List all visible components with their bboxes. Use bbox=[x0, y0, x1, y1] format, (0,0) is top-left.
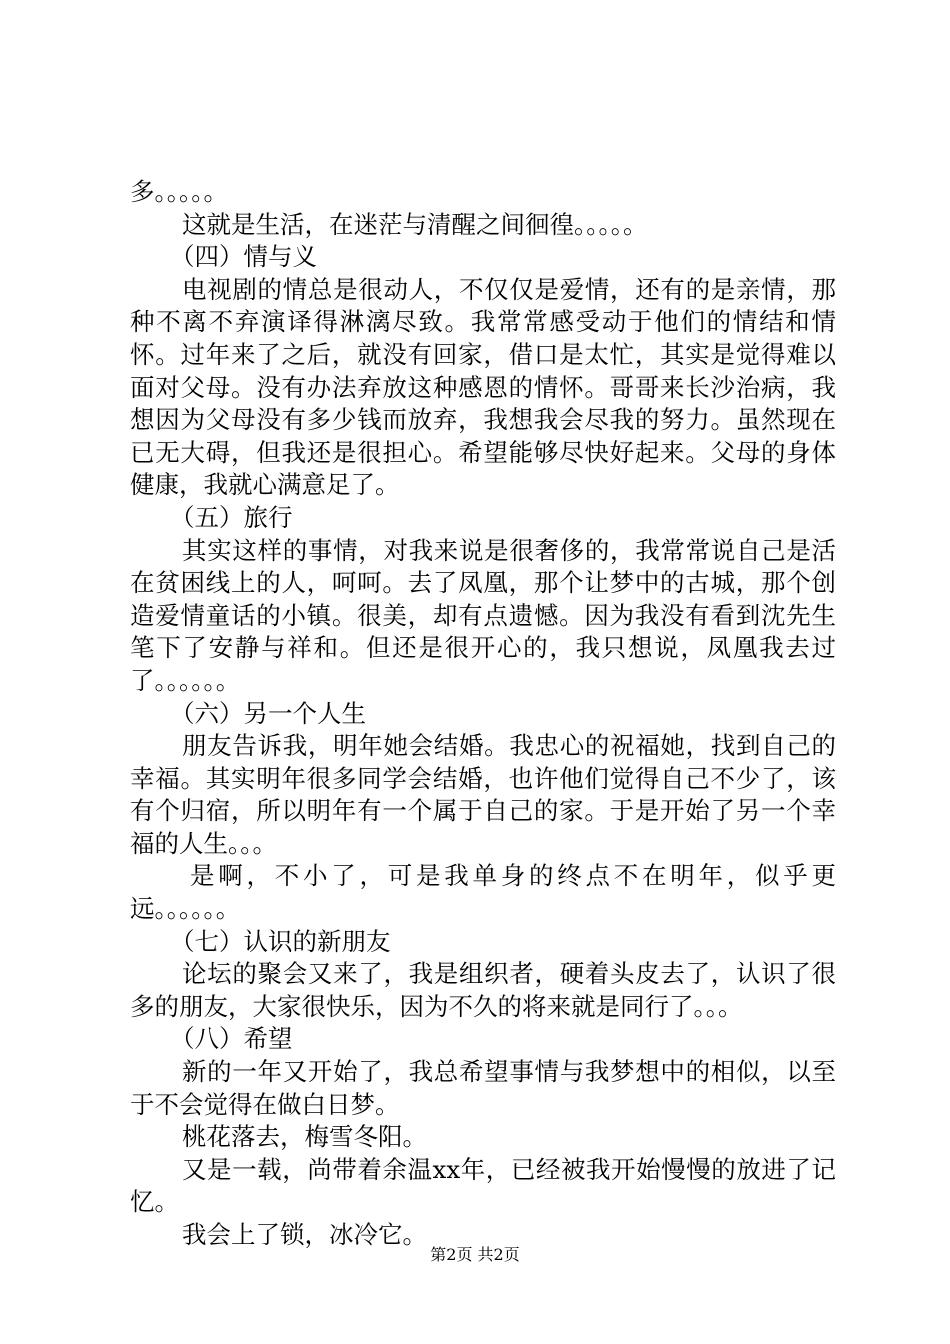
document-body bbox=[130, 176, 836, 1252]
section-heading-8: （八）希望 bbox=[170, 1024, 293, 1054]
paragraph-single: 是啊，不小了，可是我单身的终点不在明年，似乎更远。。。。。。 bbox=[130, 861, 836, 924]
section-heading-5: （五）旅行 bbox=[170, 502, 293, 532]
section-heading-7: （七）认识的新朋友 bbox=[170, 926, 391, 956]
paragraph-friend-wedding: 朋友告诉我，明年她会结婚。我忠心的祝福她，找到自己的幸福。其实明年很多同学会结婚，也许他们觉得自己不少了，该有个归宿，所以明年有一个属于自己的家。于是开始了另一个幸福的人生。。。 bbox=[130, 731, 836, 858]
page-number-footer: 第2页 共2页 bbox=[430, 1245, 520, 1264]
paragraph-family: 电视剧的情总是很动人，不仅仅是爱情，还有的是亲情，那种不离不弃演译得淋漓尽致。我常常感受动于他们的情结和情怀。过年来了之后，就没有回家，借口是太忙，其实是觉得难以面对父母。没有办法弃放这种感恩的情怀。哥哥来长沙治病，我想因为父母没有多少钱而放弃，我想我会尽我的努力。虽然现在已无大碍，但我还是很担心。希望能够尽快好起来。父母的身体健康，我就心满意足了。 bbox=[130, 274, 836, 500]
section-heading-4: （四）情与义 bbox=[170, 242, 317, 272]
paragraph-life: 这就是生活，在迷茫与清醒之间徊徨。。。。。 bbox=[182, 209, 648, 239]
paragraph-hope: 新的一年又开始了，我总希望事情与我梦想中的相似，以至于不会觉得在做白日梦。 bbox=[130, 1057, 836, 1119]
section-heading-6: （六）另一个人生 bbox=[170, 698, 366, 728]
paragraph-continuation: 多。。。。。 bbox=[130, 177, 228, 206]
paragraph-memory: 又是一载，尚带着余温xx年，已经被我开始慢慢的放进了记忆。 bbox=[130, 1154, 836, 1217]
paragraph-peach-blossom: 桃花落去，梅雪冬阳。 bbox=[182, 1122, 427, 1152]
paragraph-forum: 论坛的聚会又来了，我是组织者，硬着头皮去了，认识了很多的朋友，大家很快乐，因为不久的将来就是同行了。。。 bbox=[130, 959, 836, 1021]
paragraph-lock: 我会上了锁，冰冷它。 bbox=[182, 1220, 427, 1249]
paragraph-travel: 其实这样的事情，对我来说是很奢侈的，我常常说自己是活在贫困线上的人，呵呵。去了凤凰，那个让梦中的古城，那个创造爱情童话的小镇。很美，却有点遗憾。因为我没有看到沈先生笔下了安静与祥和。但还是很开心的，我只想说，凤凰我去过了。。。。。。 bbox=[130, 535, 836, 695]
